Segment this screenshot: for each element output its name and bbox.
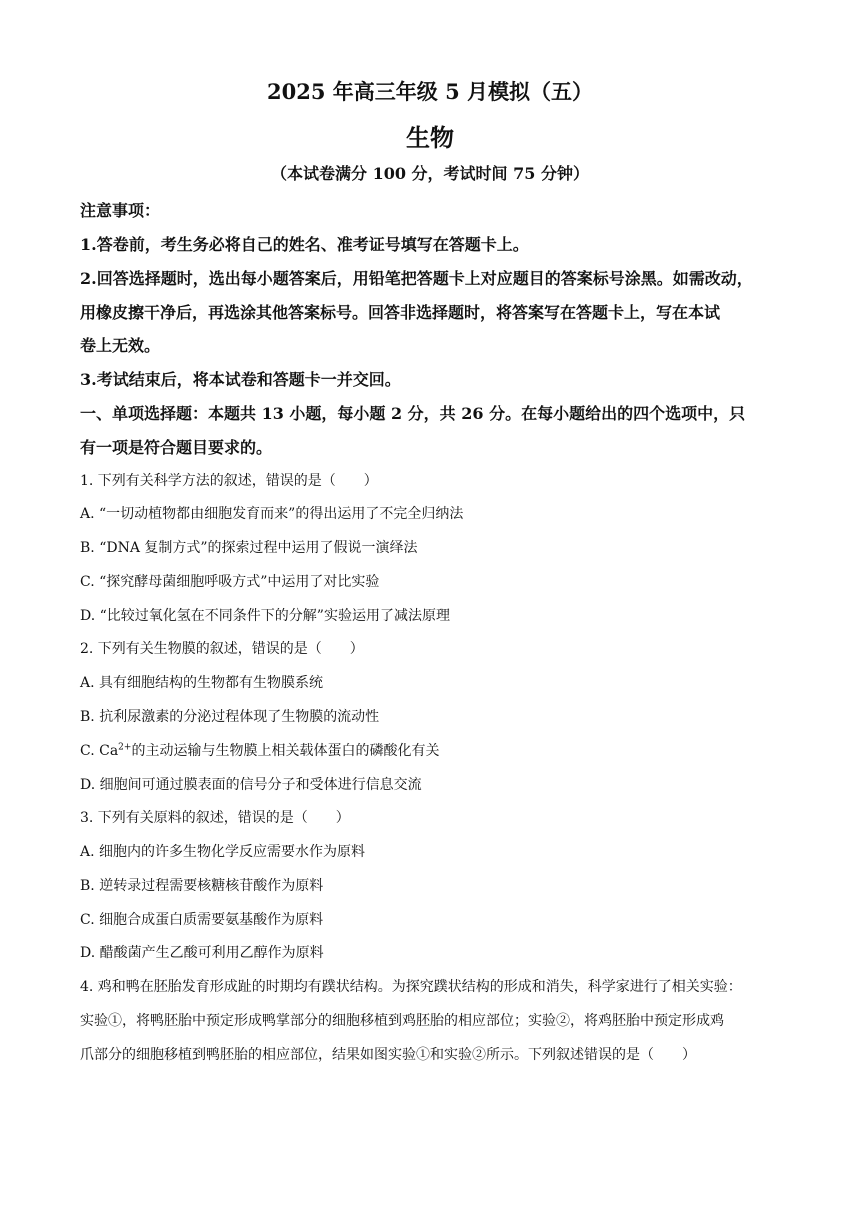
question-3-stem: 3. 下列有关原料的叙述，错误的是（ ） — [80, 810, 350, 826]
question-3-option-c: C. 细胞合成蛋白质需要氨基酸作为原料 — [80, 912, 324, 928]
notes-item-2-line-2: 用橡皮擦干净后，再选涂其他答案标号。回答非选择题时，将答案写在答题卡上，写在本试 — [80, 303, 721, 322]
subject-title: 生物 — [406, 123, 454, 152]
section-heading-line-2: 有一项是符合题目要求的。 — [80, 438, 273, 457]
question-3-option-b: B. 逆转录过程需要核糖核苷酸作为原料 — [80, 878, 324, 894]
question-4-stem-line-3: 爪部分的细胞移植到鸭胚胎的相应部位，结果如图实验①和实验②所示。下列叙述错误的是（ ） — [80, 1047, 696, 1063]
calcium-charge-superscript: 2+ — [118, 742, 132, 753]
notes-item-1: 1.答卷前，考生务必将自己的姓名、准考证号填写在答题卡上。 — [80, 235, 529, 254]
question-1-option-c: C. “探究酵母菌细胞呼吸方式”中运用了对比实验 — [80, 574, 380, 590]
question-4-stem-line-1: 4. 鸡和鸭在胚胎发育形成趾的时期均有蹼状结构。为探究蹼状结构的形成和消失，科学家进行了相关实验： — [80, 979, 742, 995]
question-2-option-c-prefix: C. Ca — [80, 743, 119, 759]
notes-item-2-line-3: 卷上无效。 — [80, 336, 161, 355]
question-1-option-d: D. “比较过氧化氢在不同条件下的分解”实验运用了减法原理 — [80, 608, 450, 624]
notes-item-2-line-1: 2.回答选择题时，选出每小题答案后，用铅笔把答题卡上对应题目的答案标号涂黑。如需改动， — [80, 269, 753, 288]
exam-info: （本试卷满分 100 分，考试时间 75 分钟） — [271, 164, 589, 183]
question-2-option-c-text: 的主动运输与生物膜上相关载体蛋白的磷酸化有关 — [131, 743, 440, 759]
question-3-option-d: D. 醋酸菌产生乙酸可利用乙醇作为原料 — [80, 945, 324, 961]
question-3-option-a: A. 细胞内的许多生物化学反应需要水作为原料 — [80, 844, 366, 860]
question-2-option-c — [80, 740, 439, 760]
section-heading-line-1: 一、单项选择题：本题共 13 小题，每小题 2 分，共 26 分。在每小题给出的四个选项中，只 — [80, 404, 746, 423]
question-2-stem: 2. 下列有关生物膜的叙述，错误的是（ ） — [80, 641, 364, 657]
question-1-stem: 1. 下列有关科学方法的叙述，错误的是（ ） — [80, 473, 378, 489]
exam-title: 2025 年高三年级 5 月模拟（五） — [267, 79, 593, 104]
question-4-stem-line-2: 实验①，将鸭胚胎中预定形成鸭掌部分的细胞移植到鸡胚胎的相应部位；实验②，将鸡胚胎中预定形成鸡 — [80, 1013, 724, 1029]
notes-heading: 注意事项： — [80, 201, 161, 220]
question-2-option-a: A. 具有细胞结构的生物都有生物膜系统 — [80, 675, 324, 691]
question-2-option-b: B. 抗利尿激素的分泌过程体现了生物膜的流动性 — [80, 709, 380, 725]
question-1-option-b: B. “DNA 复制方式”的探索过程中运用了假说一演绎法 — [80, 540, 418, 556]
question-2-option-d: D. 细胞间可通过膜表面的信号分子和受体进行信息交流 — [80, 777, 422, 793]
question-1-option-a: A. “一切动植物都由细胞发育而来”的得出运用了不完全归纳法 — [80, 506, 464, 522]
notes-item-3: 3.考试结束后，将本试卷和答题卡一并交回。 — [80, 370, 401, 389]
